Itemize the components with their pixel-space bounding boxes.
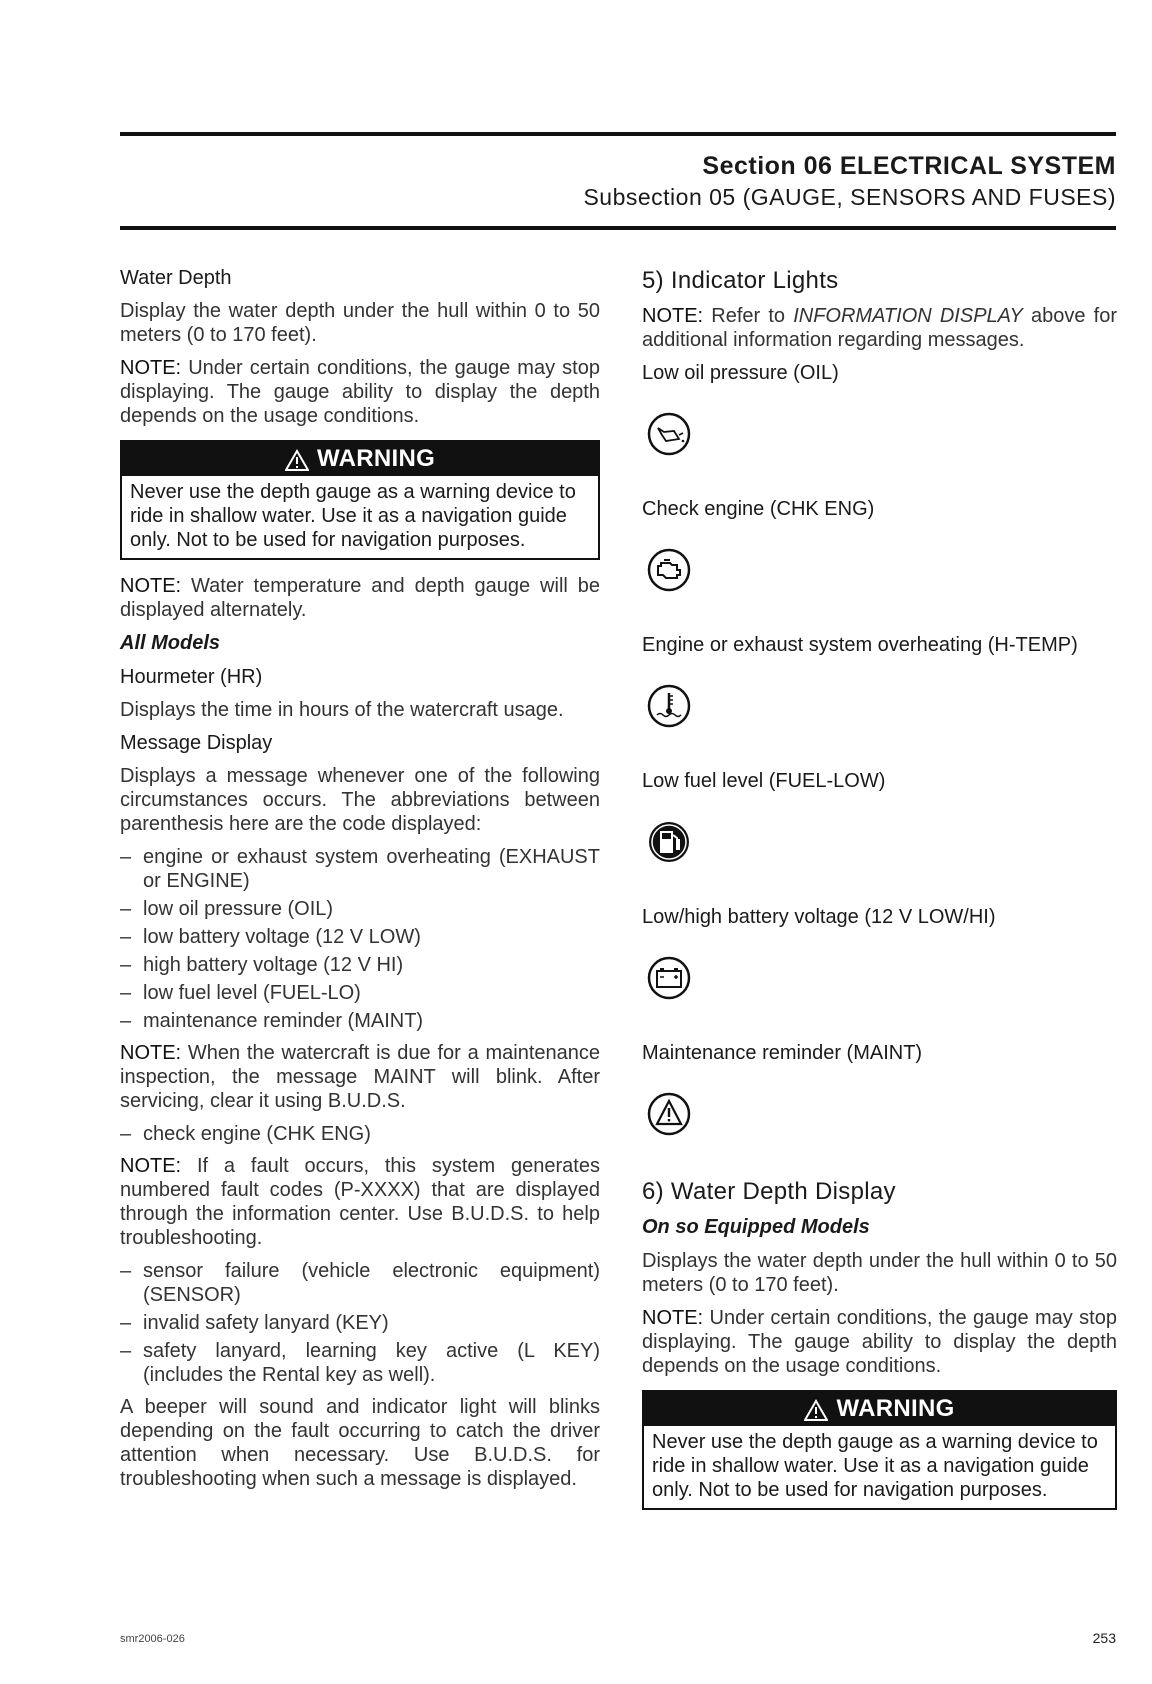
- indicator-label: Low oil pressure (OIL): [642, 362, 839, 384]
- oil-can-icon: [646, 411, 692, 457]
- list-item: – safety lanyard, learning key active (L KEY) (includes the Rental key as well).: [120, 1340, 600, 1386]
- warning-box: [642, 1390, 1117, 1510]
- note-text: Under certain conditions, the gauge may stop displaying. The gauge ability to display the depth depends on the usage conditions.: [642, 1307, 1117, 1377]
- temperature-icon: [646, 683, 692, 729]
- warning-text: Never use the depth gauge as a warning device to ride in shallow water. Use it as a navigation guide only. Not to be used for navigation purposes.: [130, 481, 576, 551]
- warning-triangle-icon: [646, 1091, 692, 1137]
- warning-header: [644, 1392, 1115, 1426]
- indicator-fuel: [642, 769, 1117, 895]
- list-item: – low fuel level (FUEL-LO): [120, 982, 361, 1004]
- warning-title: WARNING: [836, 1395, 955, 1422]
- note-gauge: [120, 356, 600, 428]
- note-text: Water temperature and depth gauge will be displayed alternately.: [120, 575, 600, 621]
- warning-triangle-icon: [285, 449, 309, 471]
- indicator-maint: [642, 1041, 1117, 1167]
- fuel-pump-icon: [646, 819, 692, 865]
- check-engine-icon: [646, 547, 692, 593]
- indicator-check-engine: [642, 497, 1117, 623]
- indicator-lights-heading: 5) Indicator Lights: [642, 267, 839, 294]
- message-list-3: [120, 1259, 600, 1387]
- list-item: – maintenance reminder (MAINT): [120, 1010, 424, 1032]
- indicator-label: Low/high battery voltage (12 V LOW/HI): [642, 906, 996, 928]
- indicator-battery: [642, 905, 1117, 1031]
- beeper-paragraph: A beeper will sound and indicator light will blinks depending on the fault occurring to catch the driver attention when necessary. Use B.U.D.S. for troubleshooting when such a message is displayed.: [120, 1396, 600, 1490]
- note-key: NOTE:: [642, 1307, 704, 1329]
- list-item: – invalid safety lanyard (KEY): [120, 1312, 389, 1334]
- list-item: – sensor failure (vehicle electronic equipment) (SENSOR): [120, 1260, 600, 1306]
- note-key: NOTE:: [642, 305, 704, 327]
- section-title: Section 06 ELECTRICAL SYSTEM: [702, 152, 1116, 180]
- message-display-desc: Displays a message whenever one of the following circumstances occurs. The abbreviations between parenthesis here are the code displayed:: [120, 765, 600, 835]
- list-item: – engine or exhaust system overheating (EXHAUST or ENGINE): [120, 846, 600, 892]
- right-column: [642, 266, 1117, 1524]
- indicator-label: Check engine (CHK ENG): [642, 498, 875, 520]
- message-list-2: [120, 1122, 600, 1146]
- note-alternate: [120, 574, 600, 622]
- indicator-label: Low fuel level (FUEL-LOW): [642, 770, 886, 792]
- warning-text: Never use the depth gauge as a warning device to ride in shallow water. Use it as a navigation guide only. Not to be used for navigation purposes.: [652, 1431, 1098, 1501]
- warning-header: [122, 442, 598, 476]
- note-text: If a fault occurs, this system generates numbered fault codes (P-XXXX) that are displayed through the information center. Use B.U.D.S. to help troubleshooting.: [120, 1155, 600, 1249]
- note-maint: [120, 1041, 600, 1113]
- warning-triangle-icon: [804, 1399, 828, 1421]
- note-text: Under certain conditions, the gauge may stop displaying. The gauge ability to display the depth depends on the usage conditions.: [120, 357, 600, 427]
- page-header: [583, 150, 1116, 212]
- depth-desc: Displays the water depth under the hull within 0 to 50 meters (0 to 170 feet).: [642, 1250, 1117, 1296]
- water-depth-label: Water Depth: [120, 267, 232, 289]
- header-rule-top: [120, 132, 1116, 136]
- note-gauge-right: [642, 1306, 1117, 1378]
- note-text: When the watercraft is due for a maintenance inspection, the message MAINT will blink. After servicing, clear it using B.U.D.S.: [120, 1042, 600, 1112]
- water-depth-desc: Display the water depth under the hull within 0 to 50 meters (0 to 170 feet).: [120, 300, 600, 346]
- indicator-label: Maintenance reminder (MAINT): [642, 1042, 923, 1064]
- all-models-heading: All Models: [120, 632, 221, 654]
- message-display-label: Message Display: [120, 732, 273, 754]
- indicator-temp: [642, 633, 1117, 759]
- equipped-models-heading: On so Equipped Models: [642, 1216, 870, 1238]
- message-list: [120, 845, 600, 1033]
- note-indicator: NOTE: Refer to INFORMATION DISPLAY above for additional information regarding messages.: [642, 305, 1118, 351]
- note-key: NOTE:: [120, 357, 182, 379]
- battery-icon: [646, 955, 692, 1001]
- hourmeter-label: Hourmeter (HR): [120, 666, 263, 688]
- header-rule-bottom: [120, 226, 1116, 230]
- note-key: NOTE:: [120, 1155, 182, 1177]
- list-item: – check engine (CHK ENG): [120, 1123, 371, 1145]
- list-item: – low battery voltage (12 V LOW): [120, 926, 421, 948]
- subsection-title: Subsection 05 (GAUGE, SENSORS AND FUSES): [583, 184, 1116, 210]
- left-column: [120, 266, 600, 1500]
- note-key: NOTE:: [120, 1042, 182, 1064]
- list-item: – low oil pressure (OIL): [120, 898, 334, 920]
- note-fault: [120, 1154, 600, 1250]
- water-depth-display-heading: 6) Water Depth Display: [642, 1178, 896, 1205]
- list-item: – high battery voltage (12 V HI): [120, 954, 404, 976]
- note-key: NOTE:: [120, 575, 182, 597]
- indicator-label: Engine or exhaust system overheating (H-TEMP): [642, 634, 1078, 656]
- hourmeter-desc: Displays the time in hours of the watercraft usage.: [120, 699, 564, 721]
- warning-title: WARNING: [316, 445, 436, 472]
- indicator-oil: [642, 361, 1117, 487]
- page-number: 253: [1092, 1630, 1116, 1646]
- document-code: smr2006-026: [120, 1633, 185, 1645]
- warning-box: [120, 440, 600, 560]
